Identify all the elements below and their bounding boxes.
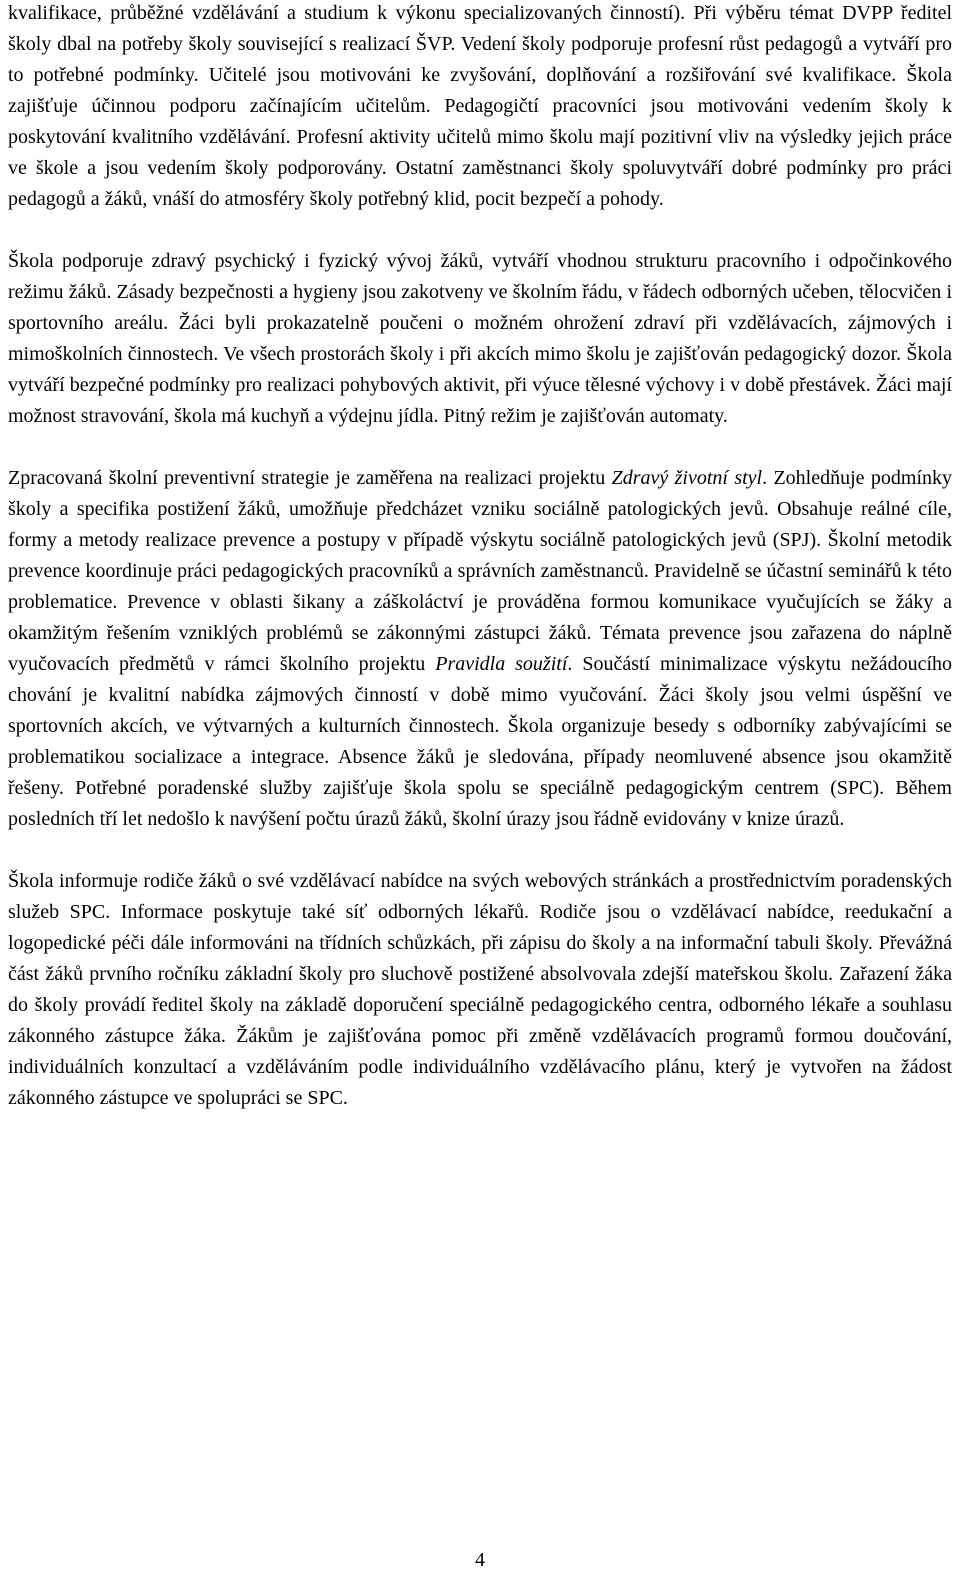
paragraph-text: Škola podporuje zdravý psychický i fyzický vývoj žáků, vytváří vhodnou strukturu pracovního i odpočinkového režimu žáků. Zásady bezpečnosti a hygieny jsou zakotveny ve školním řádu, v řádech odborných učeben, tělocvičen i sportovního areálu. Žáci byli prokazatelně poučeni o možném ohrožení zdraví při vzdělávacích, zájmových i mimoškolních činnostech. Ve všech prostorách školy i při akcích mimo školu je zajišťován pedagogický dozor. Škola vytváří bezpečné podmínky pro realizaci pohybových aktivit, při výuce tělesné výchovy i v době přestávek. Žáci mají možnost stravování, škola má kuchyň a výdejnu jídla. Pitný režim je zajišťován automaty. bbox=[8, 250, 952, 427]
paragraph-prevention-strategy bbox=[8, 463, 952, 835]
paragraph-text: . Zohledňuje podmínky školy a specifika postižení žáků, umožňuje předcházet vzniku sociálně patologických jevů. Obsahuje reálné cíle, formy a metody realizace prevence a postupy v případě výskytu sociálně patologických jevů (SPJ). Školní metodik prevence koordinuje práci pedagogických pracovníků a správních zaměstnanců. Pravidelně se účastní seminářů k této problematice. Prevence v oblasti šikany a záškoláctví je prováděna formou komunikace vyučujících se žáky a okamžitým řešením vzniklých problémů se zákonnými zástupci žáků. Témata prevence jsou zařazena do náplně vyučovacích předmětů v rámci školního projektu bbox=[8, 467, 953, 675]
paragraph-health-safety bbox=[8, 246, 952, 432]
paragraph-text: . Součástí minimalizace výskytu nežádoucího chování je kvalitní nabídka zájmových činností v době mimo vyučování. Žáci školy jsou velmi úspěšní ve sportovních akcích, ve výtvarných a kulturních činnostech. Škola organizuje besedy s odborníky zabývajícími se problematikou socializace a integrace. Absence žáků je sledována, případy neomluvené absence jsou okamžitě řešeny. Potřebné poradenské služby zajišťuje škola spolu se speciálně pedagogickým centrem (SPC). Během posledních tří let nedošlo k navýšení počtu úrazů žáků, školní úrazy jsou řádně evidovány v knize úrazů. bbox=[8, 653, 952, 830]
paragraph-staff-development bbox=[8, 0, 952, 215]
project-name-italic: Zdravý životní styl bbox=[611, 467, 763, 489]
paragraph-text: kvalifikace, průběžné vzdělávání a studium k výkonu specializovaných činností). Při výběru témat DVPP ředitel školy dbal na potřeby školy související s realizací ŠVP. Vedení školy podporuje profesní růst pedagogů a vytváří pro to potřebné podmínky. Učitelé jsou motivováni ke zvyšování, doplňování a rozšiřování své kvalifikace. Škola zajišťuje účinnou podporu začínajícím učitelům. Pedagogičtí pracovníci jsou motivováni vedením školy k poskytování kvalitního vzdělávání. Profesní aktivity učitelů mimo školu mají pozitivní vliv na výsledky jejich práce ve škole a jsou vedením školy podporovány. Ostatní zaměstnanci školy spoluvytváří dobré podmínky pro práci pedagogů a žáků, vnáší do atmosféry školy potřebný klid, pocit bezpečí a pohody. bbox=[8, 2, 952, 210]
project-name-italic: Pravidla soužití bbox=[435, 653, 568, 675]
paragraph-parent-information bbox=[8, 866, 952, 1114]
page-number: 4 bbox=[475, 1549, 485, 1571]
paragraph-text: Škola informuje rodiče žáků o své vzdělávací nabídce na svých webových stránkách a prostřednictvím poradenských služeb SPC. Informace poskytuje také síť odborných lékařů. Rodiče jsou o vzdělávací nabídce, reedukační a logopedické péči dále informováni na třídních schůzkách, při zápisu do školy a na informační tabuli školy. Převážná část žáků prvního ročníku základní školy pro sluchově postižené absolvovala zdejší mateřskou školu. Zařazení žáka do školy provádí ředitel školy na základě doporučení speciálně pedagogického centra, odborného lékaře a souhlasu zákonného zástupce žáka. Žákům je zajišťována pomoc při změně vzdělávacích programů formou doučování, individuálních konzultací a vzděláváním podle individuálního vzdělávacího plánu, který je vytvořen na žádost zákonného zástupce ve spolupráci se SPC. bbox=[8, 870, 952, 1109]
paragraph-text: Zpracovaná školní preventivní strategie je zaměřena na realizaci projektu bbox=[8, 467, 612, 489]
